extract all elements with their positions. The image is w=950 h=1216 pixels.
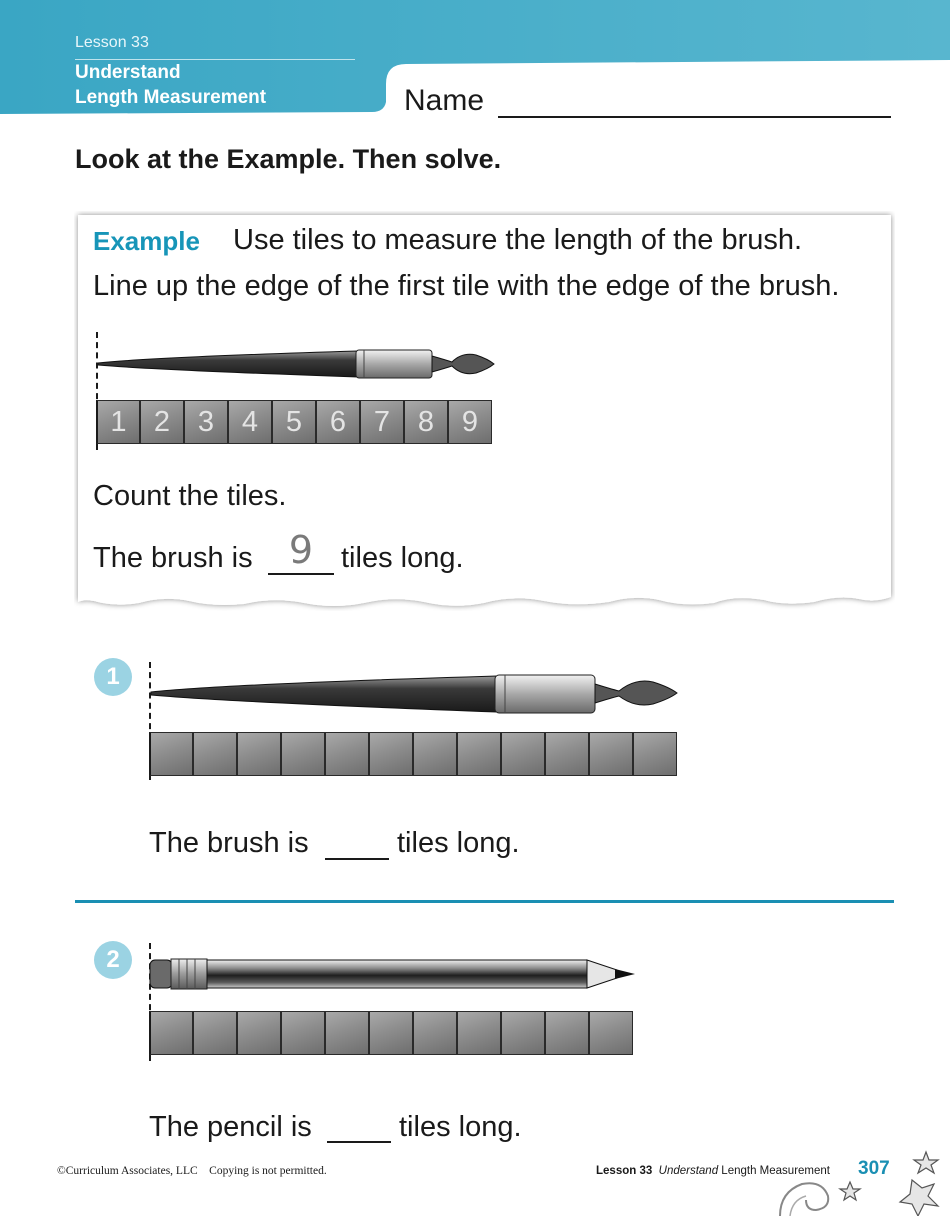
example-answer-suffix: tiles long. bbox=[341, 542, 464, 574]
tile bbox=[193, 732, 237, 776]
tile bbox=[325, 1011, 369, 1055]
tile bbox=[589, 732, 633, 776]
example-answer-value: 9 bbox=[288, 528, 314, 572]
tile bbox=[545, 732, 589, 776]
problem-2-answer-blank[interactable] bbox=[327, 1141, 391, 1143]
tile: 4 bbox=[228, 400, 272, 444]
tile bbox=[633, 732, 677, 776]
tile: 2 bbox=[140, 400, 184, 444]
problem-2-suffix: tiles long. bbox=[399, 1111, 522, 1143]
tile bbox=[545, 1011, 589, 1055]
tile bbox=[237, 1011, 281, 1055]
tile: 3 bbox=[184, 400, 228, 444]
tile: 1 bbox=[96, 400, 140, 444]
example-answer-prefix: The brush is bbox=[93, 542, 253, 574]
tile: 8 bbox=[404, 400, 448, 444]
problem-1-badge: 1 bbox=[94, 658, 132, 696]
section-divider bbox=[75, 900, 894, 903]
footer-copyright: ©Curriculum Associates, LLC Copying is not permitted. bbox=[57, 1165, 327, 1177]
example-text-line2: Line up the edge of the first tile with the edge of the brush. bbox=[93, 270, 840, 302]
tile bbox=[237, 732, 281, 776]
example-answer-blank bbox=[268, 573, 334, 575]
tile: 6 bbox=[316, 400, 360, 444]
example-text-line1: Use tiles to measure the length of the brush. bbox=[233, 224, 803, 256]
stars-decoration-icon bbox=[772, 1140, 950, 1216]
tile bbox=[457, 1011, 501, 1055]
tile bbox=[325, 732, 369, 776]
tile bbox=[501, 732, 545, 776]
example-label: Example bbox=[93, 226, 200, 256]
footer-lesson-number: Lesson 33 bbox=[596, 1165, 653, 1177]
tile bbox=[501, 1011, 545, 1055]
problem-2-tile-row bbox=[149, 1011, 633, 1055]
paintbrush-icon bbox=[149, 672, 679, 716]
problem-1-tile-row bbox=[149, 732, 677, 776]
paintbrush-icon bbox=[96, 346, 496, 382]
name-label: Name bbox=[404, 84, 485, 117]
tile bbox=[589, 1011, 633, 1055]
tile: 5 bbox=[272, 400, 316, 444]
tile bbox=[193, 1011, 237, 1055]
tile bbox=[413, 732, 457, 776]
name-line[interactable] bbox=[498, 116, 891, 118]
tile bbox=[413, 1011, 457, 1055]
pencil-icon bbox=[149, 956, 637, 992]
example-tile-row bbox=[96, 400, 492, 444]
tile: 9 bbox=[448, 400, 492, 444]
lesson-title-line1: Understand bbox=[75, 62, 181, 83]
page-number: 307 bbox=[858, 1158, 890, 1179]
problem-2-badge: 2 bbox=[94, 941, 132, 979]
problem-1-suffix: tiles long. bbox=[397, 827, 520, 859]
tile: 7 bbox=[360, 400, 404, 444]
tile bbox=[281, 1011, 325, 1055]
count-tiles-text: Count the tiles. bbox=[93, 480, 287, 512]
tile bbox=[149, 732, 193, 776]
tile bbox=[457, 732, 501, 776]
problem-1-answer-blank[interactable] bbox=[325, 858, 389, 860]
footer-lesson-title: Length Measurement bbox=[718, 1165, 830, 1177]
problem-2-prefix: The pencil is bbox=[149, 1111, 312, 1143]
lesson-rule bbox=[75, 59, 355, 60]
footer-lesson-italic: Understand bbox=[658, 1165, 719, 1177]
tile bbox=[149, 1011, 193, 1055]
problem-1-prefix: The brush is bbox=[149, 827, 309, 859]
lesson-title-line2: Length Measurement bbox=[75, 87, 267, 108]
tile bbox=[281, 732, 325, 776]
instructions: Look at the Example. Then solve. bbox=[75, 144, 502, 174]
tile bbox=[369, 732, 413, 776]
lesson-number: Lesson 33 bbox=[75, 34, 149, 51]
tile bbox=[369, 1011, 413, 1055]
